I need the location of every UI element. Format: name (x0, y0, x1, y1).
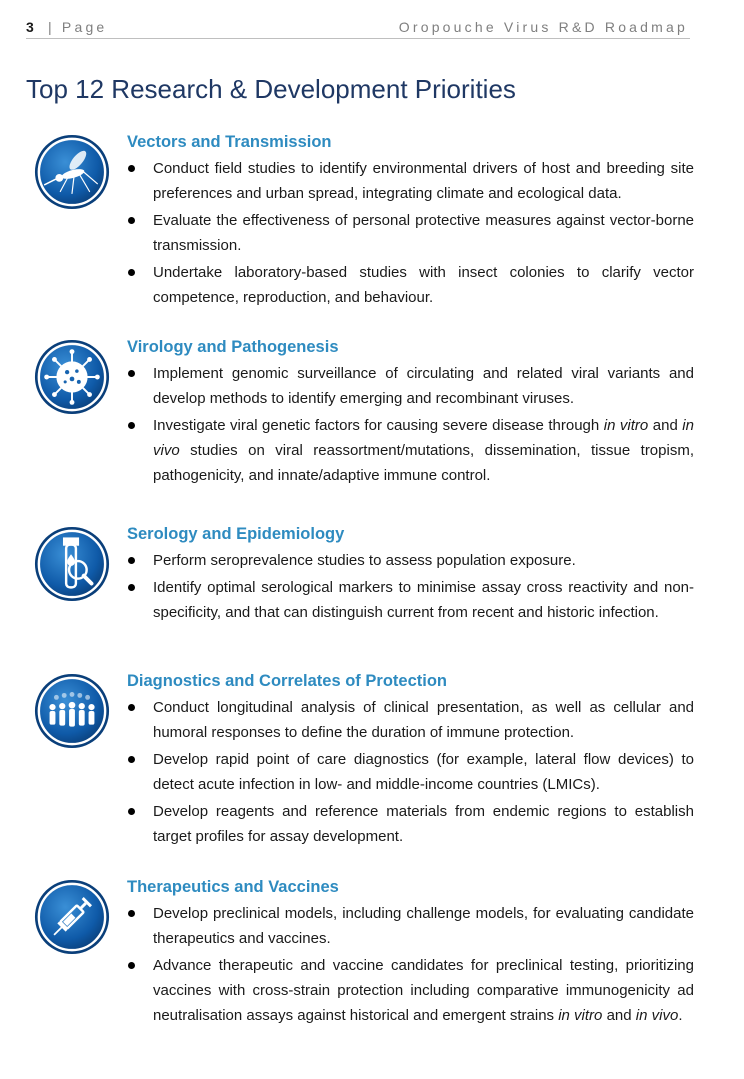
list-item: Develop reagents and reference materials from endemic regions to establish target profiles for assay development. (127, 799, 694, 849)
bullet-list (127, 156, 694, 312)
page-label: | Page (48, 19, 108, 35)
bullet-list (127, 361, 694, 490)
list-item: Develop rapid point of care diagnostics (for example, lateral flow devices) to detect acute infection in low- and middle-income countries (LMICs). (127, 747, 694, 797)
list-item: Perform seroprevalence studies to assess population exposure. (127, 548, 694, 573)
text-run: and (648, 417, 683, 434)
document-title: Oropouche Virus R&D Roadmap (398, 19, 688, 35)
virus-icon (33, 338, 111, 416)
bullet-list (127, 695, 694, 851)
list-item: Implement genomic surveillance of circulating and related viral variants and develop methods to identify emerging and recombinant viruses. (127, 361, 694, 411)
syringe-icon (33, 878, 111, 956)
list-item: Develop preclinical models, including challenge models, for evaluating candidate therapeutics and vaccines. (127, 901, 694, 951)
bullet-list (127, 901, 694, 1030)
section-heading: Diagnostics and Correlates of Protection (127, 672, 447, 690)
text-run: studies on viral reassortment/mutations, dissemination, tissue tropism, pathogenicity, and innate/adaptive immune control. (153, 442, 694, 484)
bullet-list (127, 548, 694, 627)
section-heading: Vectors and Transmission (127, 133, 332, 151)
section-heading: Virology and Pathogenesis (127, 338, 339, 356)
blood-test-icon (33, 525, 111, 603)
page-title: Top 12 Research & Development Priorities (26, 74, 516, 104)
list-item: Conduct field studies to identify environmental drivers of host and breeding site preferences and urban spread, integrating climate and ecological data. (127, 156, 694, 206)
italic-text: in vivo (635, 1007, 679, 1024)
italic-text: in vivo (153, 417, 694, 459)
text-run: Investigate viral genetic factors for causing severe disease through (153, 417, 604, 434)
list-item: Identify optimal serological markers to minimise assay cross reactivity and non-specificity, and that can distinguish current from recent and historic infection. (127, 575, 694, 625)
italic-text: in vitro (558, 1007, 603, 1024)
italic-text: in vitro (603, 417, 649, 434)
population-icon (33, 672, 111, 750)
page-header (26, 16, 690, 39)
section-heading: Therapeutics and Vaccines (127, 878, 339, 896)
text-run: Advance therapeutic and vaccine candidates for preclinical testing, prioritizing vaccines with cross-strain protection including comparative immunogenicity ad neutralisation assays against historical and emergent strains (153, 957, 694, 1024)
mosquito-icon (33, 133, 111, 211)
text-run: . (678, 1007, 683, 1024)
list-item: Undertake laboratory-based studies with insect colonies to clarify vector competence, reproduction, and behaviour. (127, 260, 694, 310)
list-item: Evaluate the effectiveness of personal protective measures against vector-borne transmission. (127, 208, 694, 258)
list-item: Conduct longitudinal analysis of clinical presentation, as well as cellular and humoral responses to define the duration of immune protection. (127, 695, 694, 745)
section-heading: Serology and Epidemiology (127, 525, 345, 543)
list-item (127, 953, 694, 1028)
text-run: and (602, 1007, 636, 1024)
page-number: 3 (26, 19, 35, 35)
list-item (127, 413, 694, 488)
